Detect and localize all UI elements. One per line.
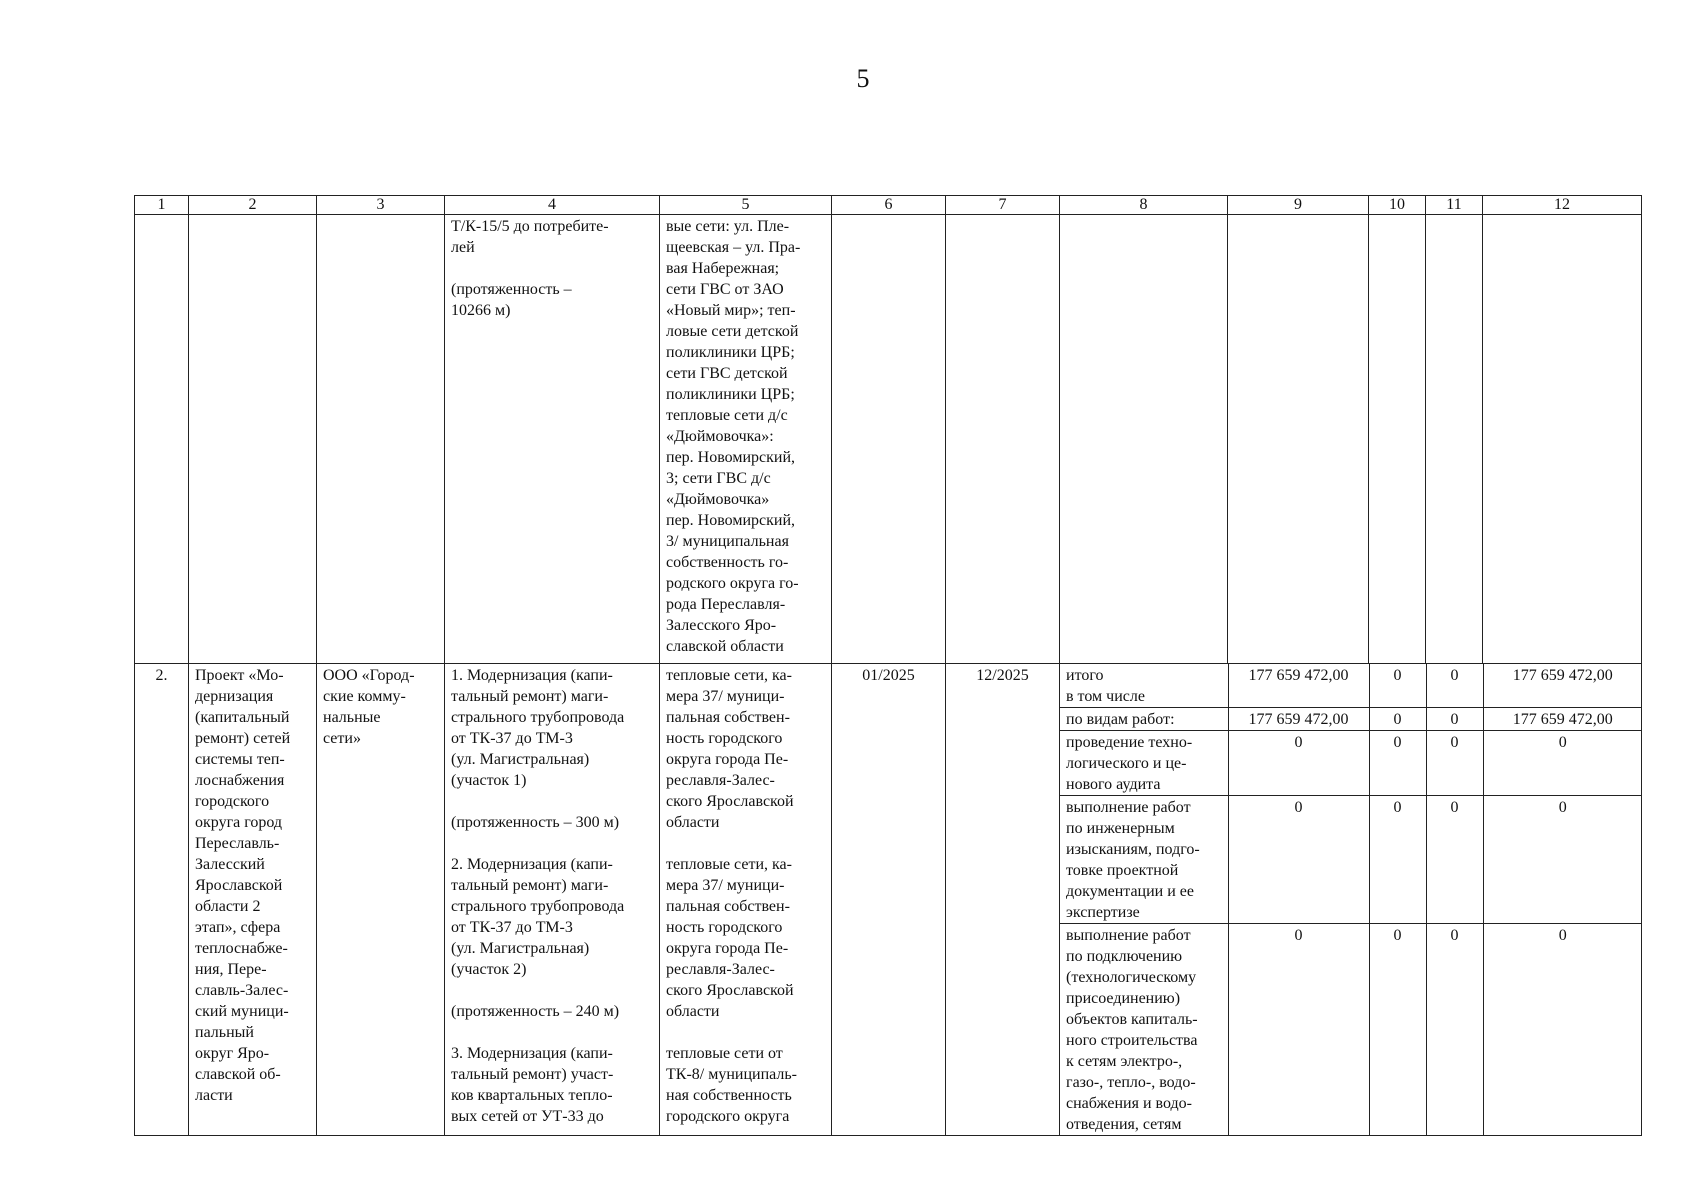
cont-cell-6 (832, 215, 946, 664)
finance-label: по видам работ: (1060, 708, 1228, 731)
finance-row-total (1060, 664, 1642, 708)
cont-object-text: вые сети: ул. Пле- щеевская – ул. Пра- вая Набережная; сети ГВС от ЗАО «Новый мир»; теп- ловые сети детской поликлиники ЦРБ; сети ГВС детской поликлиники ЦРБ; тепловые сети д/с «Дюймовочка»: пер. Новомирский, 3; сети ГВС д/с «Дюймовочка» пер. Новомирский, 3/ муниципальная собственность го- родского округа го- рода Переславля- Залесского Яро- славской области (666, 218, 801, 655)
continuation-row (135, 215, 1642, 664)
object-item-2: тепловые сети, ка- мера 37/ муници- пальная собствен- ность городского округа города Пе- реславля-Залес- ского Ярославской области (666, 856, 794, 1020)
object-item-1: тепловые сети, ка- мера 37/ муници- пальная собствен- ность городского округа города Пе- реславля-Залес- ского Ярославской области (666, 667, 794, 831)
organization-name: ООО «Город- ские комму- нальные сети» (323, 667, 415, 747)
finance-row-connection (1060, 924, 1642, 1136)
finance-amount-11: 0 (1426, 664, 1483, 708)
cont-cell-4 (445, 215, 660, 664)
finance-amount-11: 0 (1426, 796, 1483, 924)
works-cell (445, 664, 660, 1136)
page-number: 5 (856, 64, 870, 93)
finance-amount-11: 0 (1426, 708, 1483, 731)
cont-cell-3 (317, 215, 445, 664)
cont-work-text: Т/К-15/5 до потребите- лей (451, 218, 609, 256)
finance-label: итого в том числе (1060, 664, 1228, 708)
finance-row-survey (1060, 796, 1642, 924)
finance-amount-10: 0 (1369, 731, 1426, 796)
finance-amount-10: 0 (1369, 664, 1426, 708)
column-header-6: 6 (832, 196, 946, 215)
row-number: 2. (135, 664, 189, 1136)
column-header-12: 12 (1483, 196, 1642, 215)
finance-amount-11: 0 (1426, 731, 1483, 796)
cont-cell-10 (1369, 215, 1426, 664)
column-header-2: 2 (189, 196, 317, 215)
column-header-10: 10 (1369, 196, 1426, 215)
start-date: 01/2025 (832, 664, 946, 1136)
cont-cell-9 (1228, 215, 1369, 664)
finance-amount-9: 177 659 472,00 (1228, 664, 1369, 708)
organization-cell (317, 664, 445, 1136)
project-name: Проект «Мо- дернизация (капитальный ремонт) сетей системы теп- лоснабжения городского округа город Переславль- Залесский Ярославской области 2 этап», сфера теплоснабже- ния, Пере- славль-Залес- ский муници- пальный округ Яро- славской об- ласти (195, 667, 291, 1104)
finance-amount-11: 0 (1426, 924, 1483, 1136)
end-date: 12/2025 (946, 664, 1060, 1136)
investment-program-table (134, 195, 1642, 1136)
finance-amount-9: 0 (1228, 924, 1369, 1136)
project-name-cell (189, 664, 317, 1136)
objects-cell (660, 664, 832, 1136)
finance-amount-12: 177 659 472,00 (1483, 664, 1642, 708)
finance-amount-9: 0 (1228, 731, 1369, 796)
column-header-11: 11 (1426, 196, 1483, 215)
column-header-1: 1 (135, 196, 189, 215)
work-item-1-length: (протяженность – 300 м) (451, 814, 620, 831)
document-table-wrapper (134, 195, 1641, 1136)
cont-work-length: (протяженность – 10266 м) (451, 281, 572, 319)
finance-amount-9: 0 (1228, 796, 1369, 924)
finance-amount-12: 0 (1483, 924, 1642, 1136)
cont-cell-8 (1060, 215, 1228, 664)
finance-amount-10: 0 (1369, 796, 1426, 924)
object-item-3: тепловые сети от ТК-8/ муниципаль- ная собственность городского округа (666, 1045, 798, 1125)
cont-cell-2 (189, 215, 317, 664)
column-number-row (135, 196, 1642, 215)
cont-cell-7 (946, 215, 1060, 664)
finance-breakdown-table (1060, 664, 1642, 1135)
finance-amount-12: 0 (1483, 731, 1642, 796)
finance-amount-12: 177 659 472,00 (1483, 708, 1642, 731)
cont-cell-5 (660, 215, 832, 664)
work-item-2-length: (протяженность – 240 м) (451, 1003, 620, 1020)
work-item-1-title: 1. Модернизация (капи- тальный ремонт) маги- стрального трубопровода от ТК-37 до ТМ-3 (ул. Магистральная) (участок 1) (451, 667, 625, 789)
column-header-8: 8 (1060, 196, 1228, 215)
work-item-2-title: 2. Модернизация (капи- тальный ремонт) маги- стрального трубопровода от ТК-37 до ТМ-3 (ул. Магистральная) (участок 2) (451, 856, 625, 978)
finance-amount-12: 0 (1483, 796, 1642, 924)
column-header-7: 7 (946, 196, 1060, 215)
column-header-3: 3 (317, 196, 445, 215)
column-header-5: 5 (660, 196, 832, 215)
finance-amount-10: 0 (1369, 924, 1426, 1136)
column-header-4: 4 (445, 196, 660, 215)
finance-cell (1060, 664, 1642, 1136)
work-item-3-title: 3. Модернизация (капи- тальный ремонт) участ- ков квартальных тепло- вых сетей от УТ-33 до (451, 1045, 614, 1125)
finance-amount-10: 0 (1369, 708, 1426, 731)
finance-label: проведение техно- логического и це- нового аудита (1060, 731, 1228, 796)
cont-cell-12 (1483, 215, 1642, 664)
finance-label: выполнение работ по подключению (технологическому присоединению) объектов капиталь- ного строительства к сетям электро-, газо-, тепло-, водо- снабжения и водо- отведения, сетям (1060, 924, 1228, 1136)
finance-amount-9: 177 659 472,00 (1228, 708, 1369, 731)
cont-cell-1 (135, 215, 189, 664)
project-row-2 (135, 664, 1642, 1136)
finance-label: выполнение работ по инженерным изысканиям, подго- товке проектной документации и ее экспертизе (1060, 796, 1228, 924)
finance-row-audit (1060, 731, 1642, 796)
cont-cell-11 (1426, 215, 1483, 664)
column-header-9: 9 (1228, 196, 1369, 215)
finance-row-by-type (1060, 708, 1642, 731)
